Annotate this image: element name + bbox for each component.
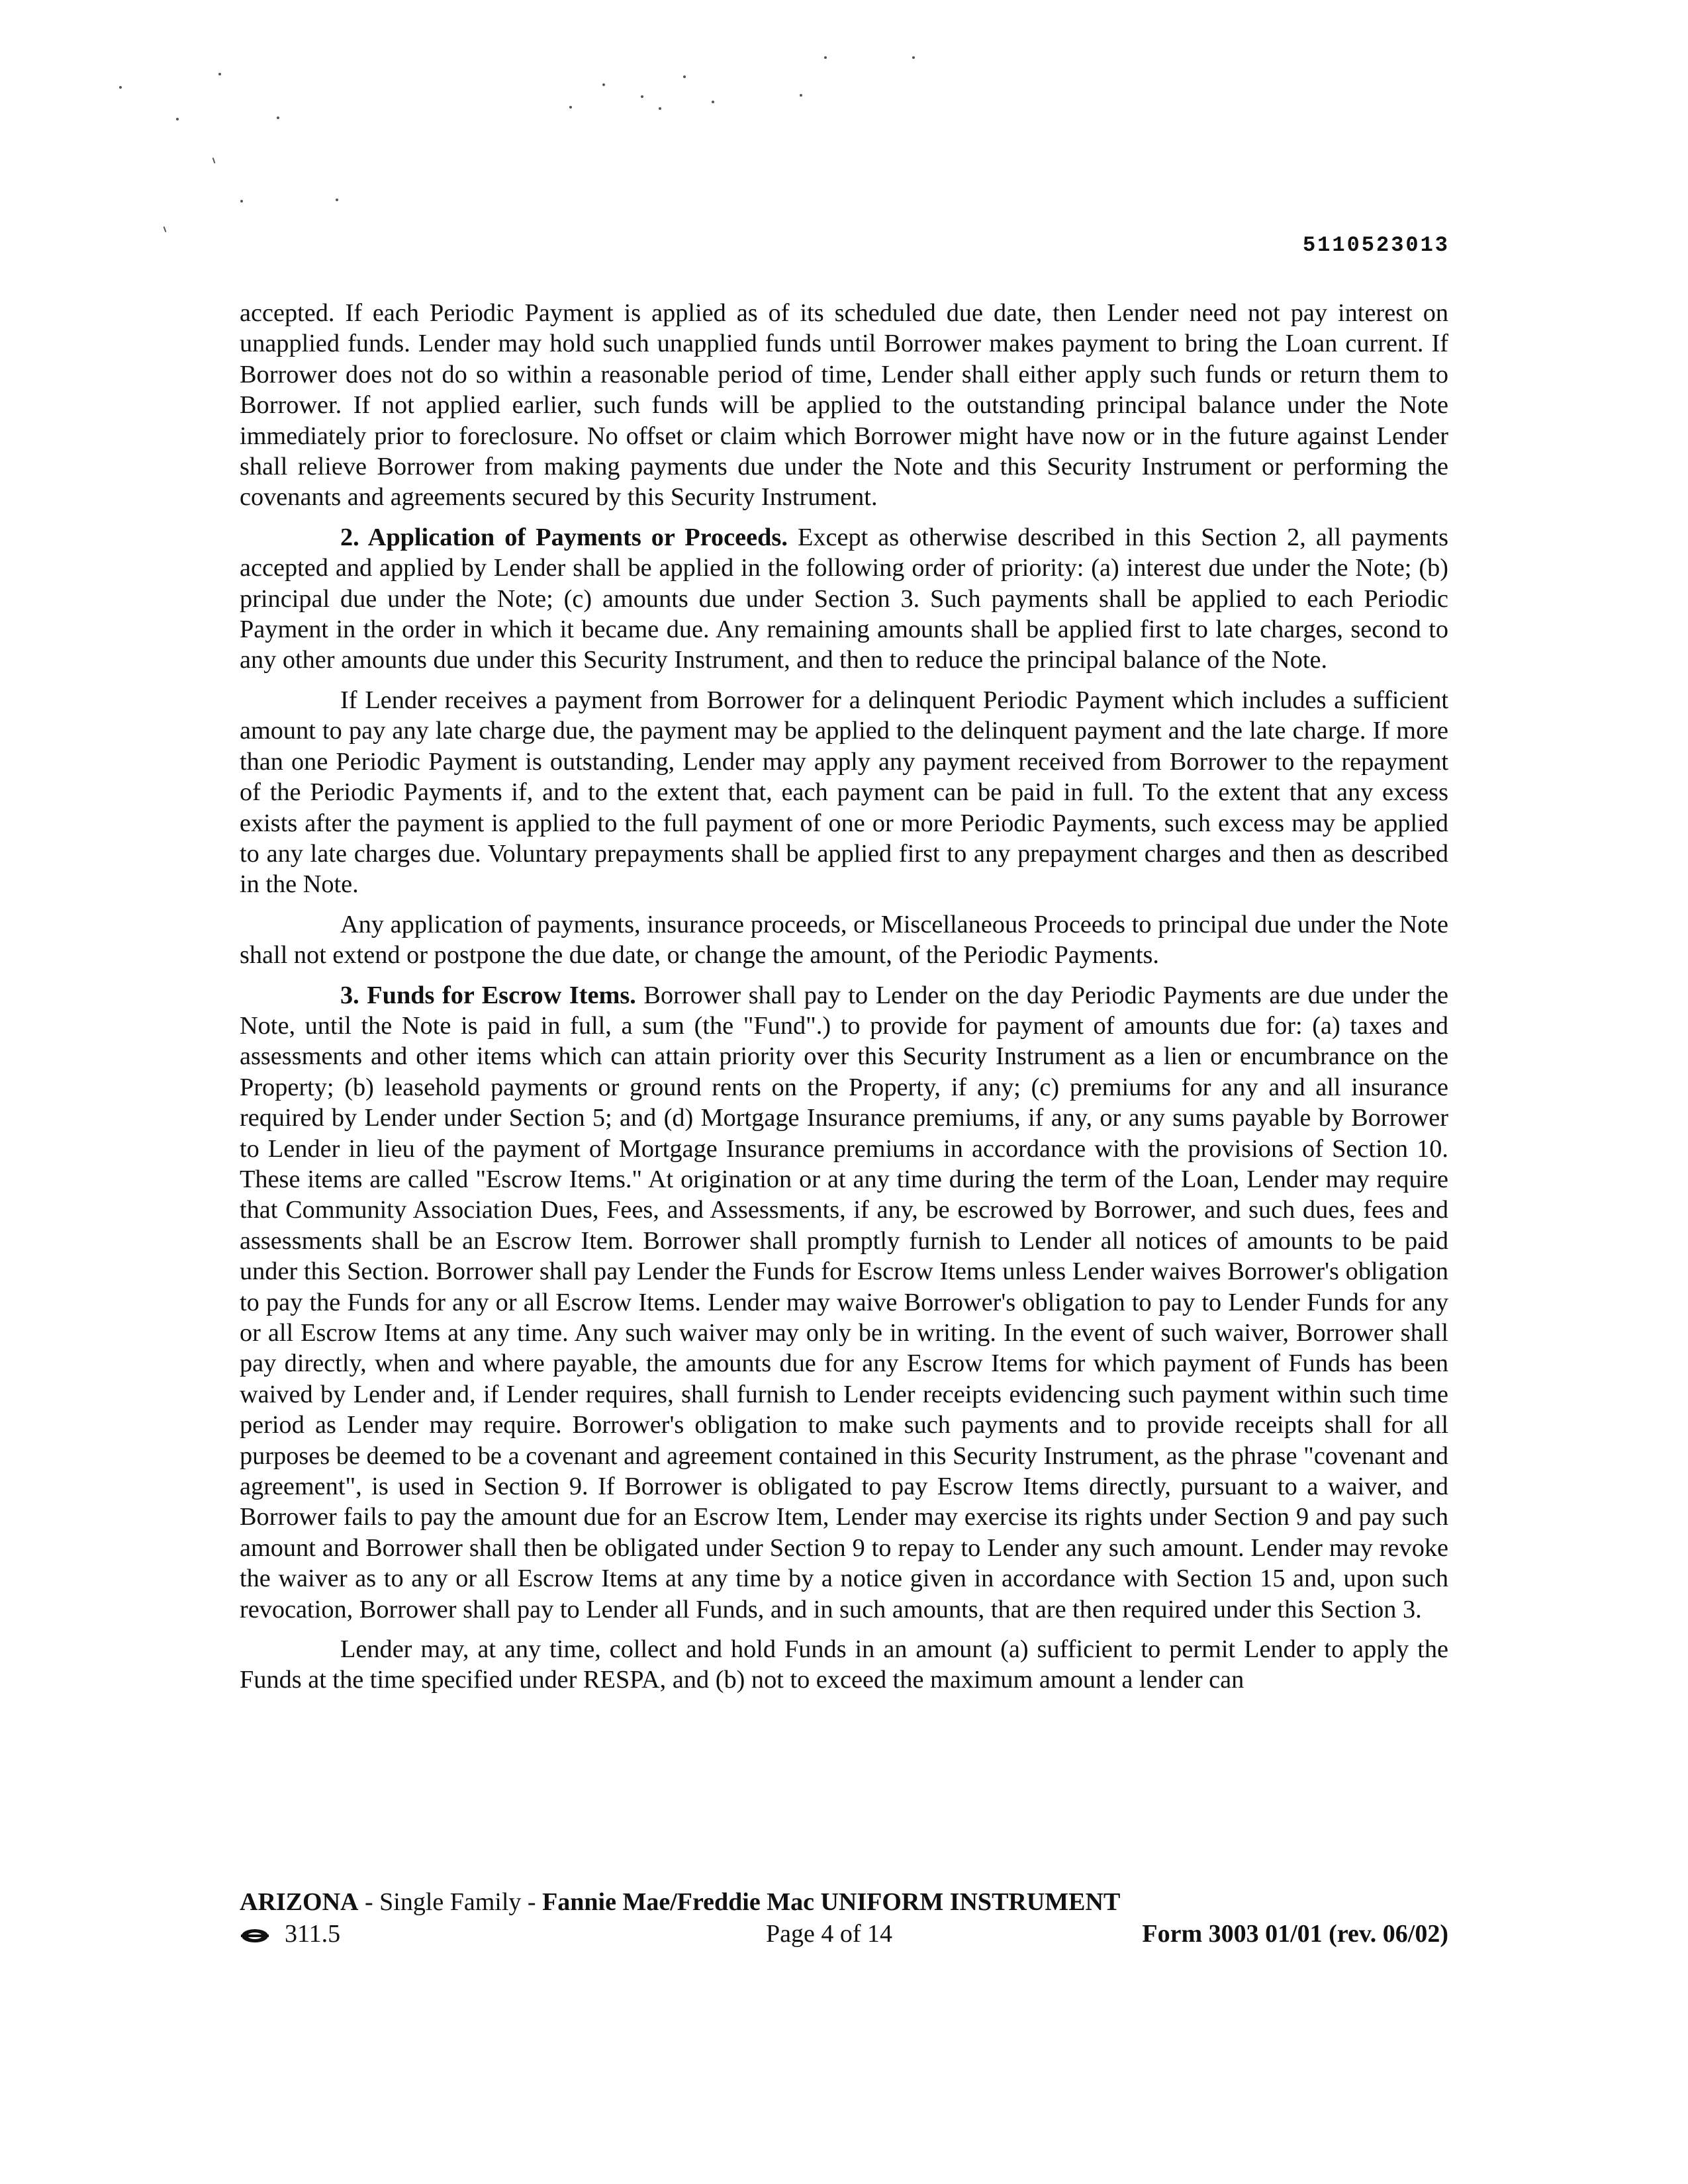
paragraph-text: If Lender receives a payment from Borrower for a delinquent Periodic Payment which includes a sufficient amount to pay any late charge due, the payment may be applied to the delinquent payment and the late charge. If more than one Periodic Payment is outstanding, Lender may apply any payment received from Borrower to the repayment of the Periodic Payments if, and to the extent that, each payment can be paid in full. To the extent that any excess exists after the payment is applied to the full payment of one or more Periodic Payments, such excess may be applied to any late charges due. Voluntary prepayments shall be applied first to any prepayment charges and then as described in the Note. (240, 686, 1448, 899)
scan-speck (336, 199, 338, 201)
paragraph-text: Lender may, at any time, collect and hold Funds in an amount (a) sufficient to permit Lender to apply the Funds at the time specified under RESPA, and (b) not to exceed the maximum amount a lender can (240, 1635, 1448, 1694)
section-3-funds-paragraph (240, 1634, 1448, 1696)
scan-speck (277, 116, 279, 119)
paragraph-text: accepted. If each Periodic Payment is applied as of its scheduled due date, then Lender need not pay interest on unapplied funds. Lender may hold such unapplied funds until Borrower makes payment to bring the Loan current. If Borrower does not do so within a reasonable period of time, Lender shall either apply such funds or return them to Borrower. If not applied earlier, such funds will be applied to the outstanding principal balance under the Note immediately prior to foreclosure. No offset or claim which Borrower might have now or in the future against Lender shall relieve Borrower from making payments due under the Note and this Security Instrument or performing the covenants and agreements secured by this Security Instrument. (240, 299, 1448, 512)
form-code-text: 311.5 (285, 1920, 341, 1948)
footer-instrument-line (240, 1886, 1448, 1918)
section-2-paragraph (240, 522, 1448, 676)
scan-speck (212, 158, 216, 163)
scan-speck (712, 101, 714, 103)
scan-speck (119, 86, 122, 89)
form-number: Form 3003 01/01 (rev. 06/02) (1142, 1920, 1448, 1948)
footer-form-code (240, 1918, 340, 1950)
footer-instrument: Fannie Mae/Freddie Mac UNIFORM INSTRUMENT (542, 1888, 1121, 1916)
scan-speck (602, 83, 605, 86)
scan-speck (912, 56, 915, 59)
scan-speck (569, 106, 572, 109)
scan-speck (240, 200, 243, 203)
footer-state: ARIZONA (240, 1888, 359, 1916)
footer-page-line (240, 1918, 1448, 1950)
document-body (240, 298, 1448, 1705)
section-2-delinquent-paragraph (240, 685, 1448, 900)
publisher-logo-icon (240, 1927, 270, 1944)
paragraph-text: Except as otherwise described in this Section 2, all payments accepted and applied by Lender shall be applied in the following order of priority: (a) interest due under the Note; (b) principal due under the Note; (c) amounts due under Section 3. Such payments shall be applied to each Periodic Payment in the order in which it became due. Any remaining amounts shall be applied first to late charges, second to any other amounts due under this Security Instrument, and then to reduce the principal balance of the Note. (240, 523, 1448, 674)
scan-speck (659, 107, 661, 110)
section-heading: 3. Funds for Escrow Items. (340, 981, 636, 1009)
section-3-paragraph (240, 980, 1448, 1625)
scan-speck (176, 118, 179, 120)
form-footer (240, 1886, 1448, 1950)
footer-separator: - Single Family - (358, 1888, 543, 1916)
section-heading: 2. Application of Payments or Proceeds. (340, 523, 788, 551)
paragraph-text: Borrower shall pay to Lender on the day Periodic Payments are due under the Note, until the Note is paid in full, a sum (the "Fund".) to provide for payment of amounts due for: (a) taxes and assessments and other items which can attain priority over this Security Instrument as a lien or encumbrance on the Property; (b) leasehold payments or ground rents on the Property, if any; (c) premiums for any and all insurance required by Lender under Section 5; and (d) Mortgage Insurance premiums, if any, or any sums payable by Borrower to Lender in lieu of the payment of Mortgage Insurance premiums in accordance with the provisions of Section 10. These items are called "Escrow Items." At origination or at any time during the term of the Loan, Lender may require that Community Association Dues, Fees, and Assessments, if any, be escrowed by Borrower, and such dues, fees and assessments shall be an Escrow Item. Borrower shall promptly furnish to Lender all notices of amounts to be paid under this Section. Borrower shall pay Lender the Funds for Escrow Items unless Lender waives Borrower's obligation to pay the Funds for any or all Escrow Items. Lender may waive Borrower's obligation to pay to Lender Funds for any or all Escrow Items at any time. Any such waiver may only be in writing. In the event of such waiver, Borrower shall pay directly, when and where payable, the amounts due for any Escrow Items for which payment of Funds has been waived by Lender and, if Lender requires, shall furnish to Lender receipts evidencing such payment within such time period as Lender may require. Borrower's obligation to make such payments and to provide receipts shall for all purposes be deemed to be a covenant and agreement contained in this Security Instrument, as the phrase "covenant and agreement", is used in Section 9. If Borrower is obligated to pay Escrow Items directly, pursuant to a waiver, and Borrower fails to pay the amount due for an Escrow Item, Lender may exercise its rights under Section 9 and pay such amount and Borrower shall then be obligated under Section 9 to repay to Lender any such amount. Lender may revoke the waiver as to any or all Escrow Items at any time by a notice given in accordance with Section 15 and, upon such revocation, Borrower shall pay to Lender all Funds, and in such amounts, that are then required under this Section 3. (240, 981, 1448, 1623)
scan-speck (164, 226, 167, 232)
scan-speck (824, 56, 827, 59)
section-2-application-paragraph (240, 909, 1448, 971)
scan-speck (683, 75, 686, 78)
scan-speck (641, 95, 643, 98)
scan-speck (218, 73, 221, 75)
page-number: Page 4 of 14 (766, 1920, 893, 1948)
paragraph-text: Any application of payments, insurance proceeds, or Miscellaneous Proceeds to principal due under the Note shall not extend or postpone the due date, or change the amount, of the Periodic Payments. (240, 910, 1448, 970)
scan-speck (800, 94, 802, 97)
paragraph-continuation (240, 298, 1448, 513)
loan-number: 5110523013 (1302, 233, 1450, 257)
